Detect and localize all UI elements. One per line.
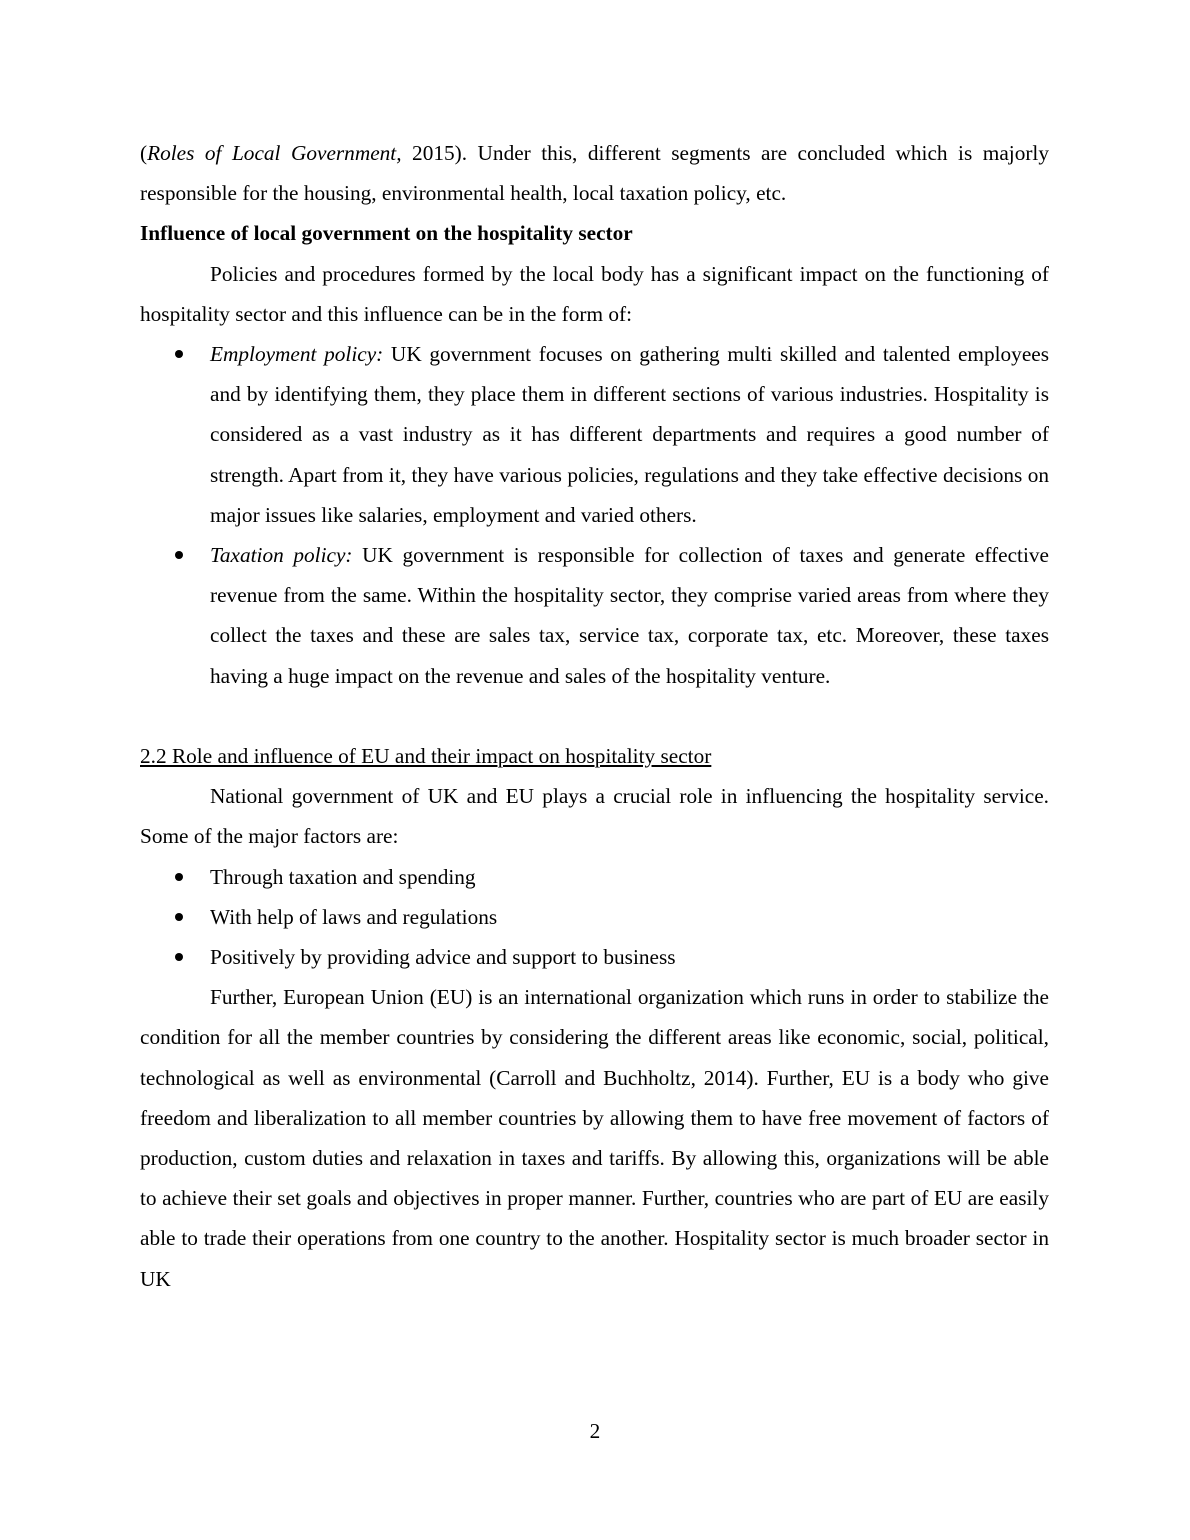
eu-factor-list <box>140 857 1049 978</box>
bullet-text: UK government focuses on gathering multi skilled and talented employees and by identifying them, they place them in different sections of various industries. Hospitality is considered as a vast industry as it has different departments and requires a good number of strength. Apart from it, they have various policies, regulations and they take effective decisions on major issues like salaries, employment and varied others. <box>210 342 1050 527</box>
bullet-icon <box>175 873 183 881</box>
document-page <box>140 133 1049 1299</box>
list-item <box>140 535 1049 696</box>
list-item <box>140 897 1049 937</box>
section-heading-local-government: Influence of local government on the hospitality sector <box>140 221 633 246</box>
local-government-paragraph: Policies and procedures formed by the local body has a significant impact on the functioning of hospitality sector and this influence can be in the form of: <box>140 261 1049 326</box>
list-item <box>140 334 1049 535</box>
bullet-label: Employment policy: <box>210 342 384 367</box>
bullet-text: UK government is responsible for collection of taxes and generate effective revenue from the same. Within the hospitality sector, they comprise varied areas from where they collect the taxes and these are sales tax, service tax, corporate tax, etc. Moreover, these taxes having a huge impact on the revenue and sales of the hospitality venture. <box>210 543 1049 688</box>
section-heading-eu: 2.2 Role and influence of EU and their impact on hospitality sector <box>140 744 712 769</box>
intro-text: 2015). Under this, different segments are concluded which is majorly responsible for the housing, environmental health, local taxation policy, etc. <box>140 141 1049 206</box>
bullet-text: Through taxation and spending <box>210 864 476 889</box>
eu-paragraph: National government of UK and EU plays a crucial role in influencing the hospitality service. Some of the major factors are: <box>140 784 1049 849</box>
bullet-icon <box>175 350 183 358</box>
bullet-icon <box>175 953 183 961</box>
bullet-label: Taxation policy: <box>210 543 353 568</box>
eu-paragraph-2: Further, European Union (EU) is an international organization which runs in order to stabilize the condition for all the member countries by considering the different areas like economic, social, political, technological as well as environmental (Carroll and Buchholtz, 2014). Further, EU is a body who give freedom and liberalization to all member countries by allowing them to have free movement of factors of production, custom duties and relaxation in taxes and tariffs. By allowing this, organizations will be able to achieve their set goals and objectives in proper manner. Further, countries who are part of EU are easily able to trade their operations from one country to the another. Hospitality sector is much broader sector in UK <box>140 985 1049 1291</box>
intro-paragraph <box>140 133 1049 213</box>
citation-title: Roles of Local Government, <box>147 141 402 165</box>
bullet-icon <box>175 913 183 921</box>
local-policy-list <box>140 334 1049 696</box>
bullet-icon <box>175 551 183 559</box>
list-item <box>140 857 1049 897</box>
page-number: 2 <box>589 1419 601 1443</box>
bullet-text: With help of laws and regulations <box>210 904 498 929</box>
intro-open-paren: ( <box>140 141 148 165</box>
bullet-text: Positively by providing advice and support to business <box>210 945 676 970</box>
list-item <box>140 937 1049 977</box>
blank-line <box>140 696 1049 736</box>
